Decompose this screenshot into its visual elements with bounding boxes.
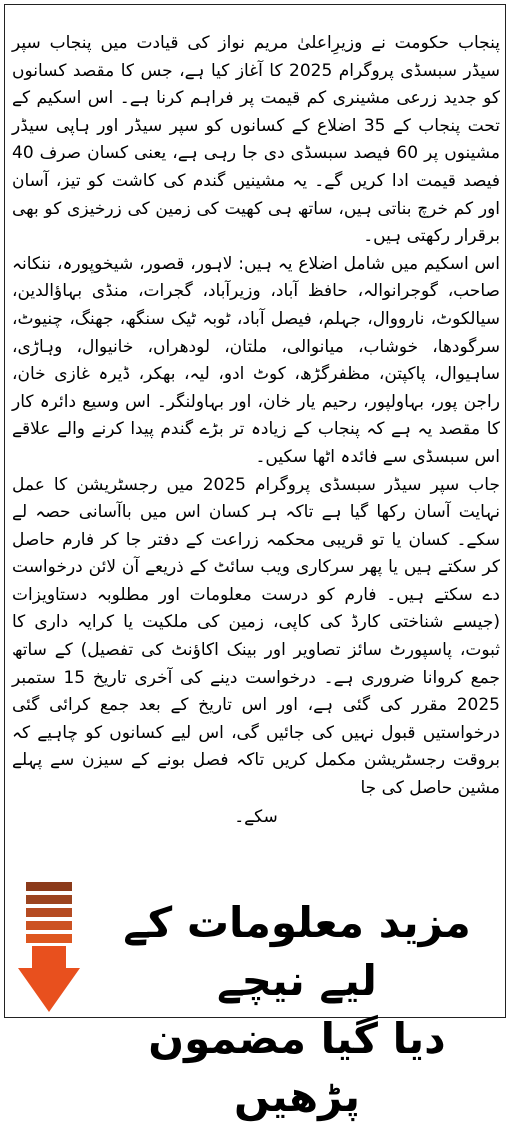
article-body bbox=[12, 30, 500, 831]
article-paragraph-2: اس اسکیم میں شامل اضلاع یہ ہیں: لاہور، قصور، شیخوپورہ، ننکانہ صاحب، گوجرانوالہ، حافظ آباد، وزیرآباد، گجرات، منڈی بہاؤالدین، سیالکوٹ، نارووال، جہلم، فیصل آباد، ٹوبہ ٹیک سنگھ، جھنگ، چنیوٹ، سرگودھا، خوشاب، میانوالی، ملتان، لودھراں، خانیوال، وہاڑی، ساہیوال، پاکپتن، مظفرگڑھ، کوٹ ادو، لیہ، بھکر، ڈیرہ غازی خان، راجن پور، بہاولپور، رحیم یار خان، اور بہاولنگر۔ اس وسیع دائرہ کار کا مقصد یہ ہے کہ پنجاب کے زیادہ تر بڑے گندم پیدا کرنے والے علاقے اس سبسڈی سے فائدہ اٹھا سکیں۔ bbox=[12, 253, 500, 467]
cta-text bbox=[92, 894, 502, 1126]
article-paragraph-1: پنجاب حکومت نے وزیرِاعلیٰ مریم نواز کی قیادت میں پنجاب سپر سیڈر سبسڈی پروگرام 2025 کا آغاز کیا ہے، جس کا مقصد کسانوں کو جدید زرعی مشینری کم قیمت پر فراہم کرنا ہے۔ اس اسکیم کے تحت پنجاب کے 35 اضلاع کے کسانوں کو سپر سیڈر اور ہاپی سیڈر مشینوں پر 60 فیصد سبسڈی دی جا رہی ہے، یعنی کسان صرف 40 فیصد قیمت ادا کریں گے۔ یہ مشینیں گندم کی کاشت کو تیز، آسان اور کم خرچ بناتی ہیں، ساتھ ہی کھیت کی زمین کی زرخیزی کو بھی برقرار رکھتی ہیں۔ bbox=[12, 33, 501, 247]
article-paragraph-3-end: سکے۔ bbox=[234, 806, 278, 827]
cta-line-1: مزید معلومات کے لیے نیچے bbox=[123, 898, 471, 1005]
call-to-action-banner bbox=[0, 880, 512, 1121]
cta-line-2: دیا گیا مضمون پڑھیں bbox=[148, 1014, 446, 1121]
article-paragraph-3: جاب سپر سیڈر سبسڈی پروگرام 2025 میں رجسٹریشن کا عمل نہایت آسان رکھا گیا ہے تاکہ ہر کسان اس میں باآسانی حصہ لے سکے۔ کسان یا تو قریبی محکمہ زراعت کے دفتر جا کر فارم حاصل کر سکتے ہیں یا پھر سرکاری ویب سائٹ کے ذریعے آن لائن درخواست دے سکتے ہیں۔ فارم کو درست معلومات اور مطلوبہ دستاویزات (جیسے شناختی کارڈ کی کاپی، زمین کی ملکیت یا کرایہ داری کا ثبوت، پاسپورٹ سائز تصاویر اور بینک اکاؤنٹ کی تفصیل) کے ساتھ جمع کروانا ضروری ہے۔ درخواست دینے کی آخری تاریخ 15 ستمبر 2025 مقرر کی گئی ہے، اور اس تاریخ کے بعد جمع کرائی گئی درخواستیں قبول نہیں کی جائیں گی، اس لیے کسانوں کو چاہیے کہ بروقت رجسٹریشن مکمل کریں تاکہ فصل بونے کے سیزن سے پہلے مشین حاصل کی جا bbox=[12, 474, 500, 799]
down-arrow-icon bbox=[18, 880, 80, 1015]
